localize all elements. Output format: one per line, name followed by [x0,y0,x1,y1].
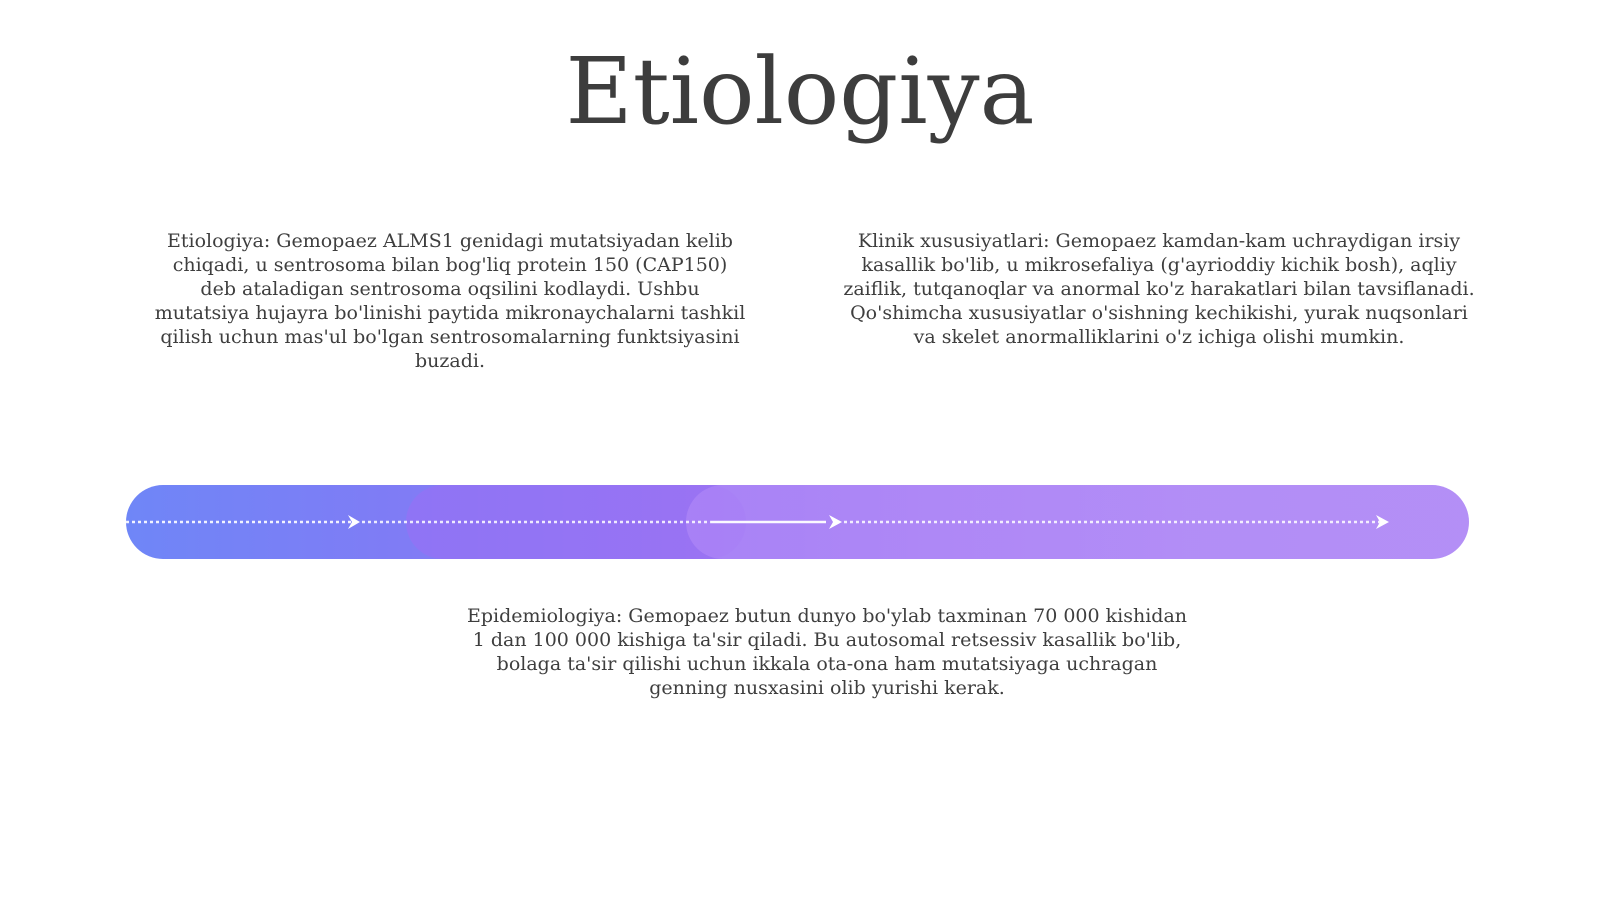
clinical-features-text: Klinik xususiyatlari: Gemopaez kamdan-kam uchraydigan irsiy kasallik bo'lib, u mikrosefaliya (g'ayrioddiy kichik bosh), aqliy zaiflik, tutqanoqlar va anormal ko'z harakatlari bilan tavsiflanadi. Qo'shimcha xususiyatlar o'sishning kechikishi, yurak nuqsonlari va skelet anormalliklarini o'z ichiga olishi mumkin. [843,230,1475,348]
arrow-right-icon [829,515,842,529]
etiology-text: Etiologiya: Gemopaez ALMS1 genidagi mutatsiyadan kelib chiqadi, u sentrosoma bilan bog'liq protein 150 (CAP150) deb ataladigan sentrosoma oqsilini kodlaydi. Ushbu mutatsiya hujayra bo'linishi paytida mikronaychalarni tashkil qilish uchun mas'ul bo'lgan sentrosomalarning funktsiyasini buzadi. [154,230,746,372]
timeline-bar [126,485,1469,559]
timeline-track [126,485,1469,559]
epidemiology-text: Epidemiologiya: Gemopaez butun dunyo bo'ylab taxminan 70 000 kishidan 1 dan 100 000 kishiga ta'sir qiladi. Bu autosomal retsessiv kasallik bo'lib, bolaga ta'sir qilishi uchun ikkala ota-ona ham mutatsiyaga uchragan genning nusxasini olib yurishi kerak. [466,605,1188,699]
slide-title: Etiologiya [565,38,1035,145]
arrow-right-icon [1376,515,1389,529]
